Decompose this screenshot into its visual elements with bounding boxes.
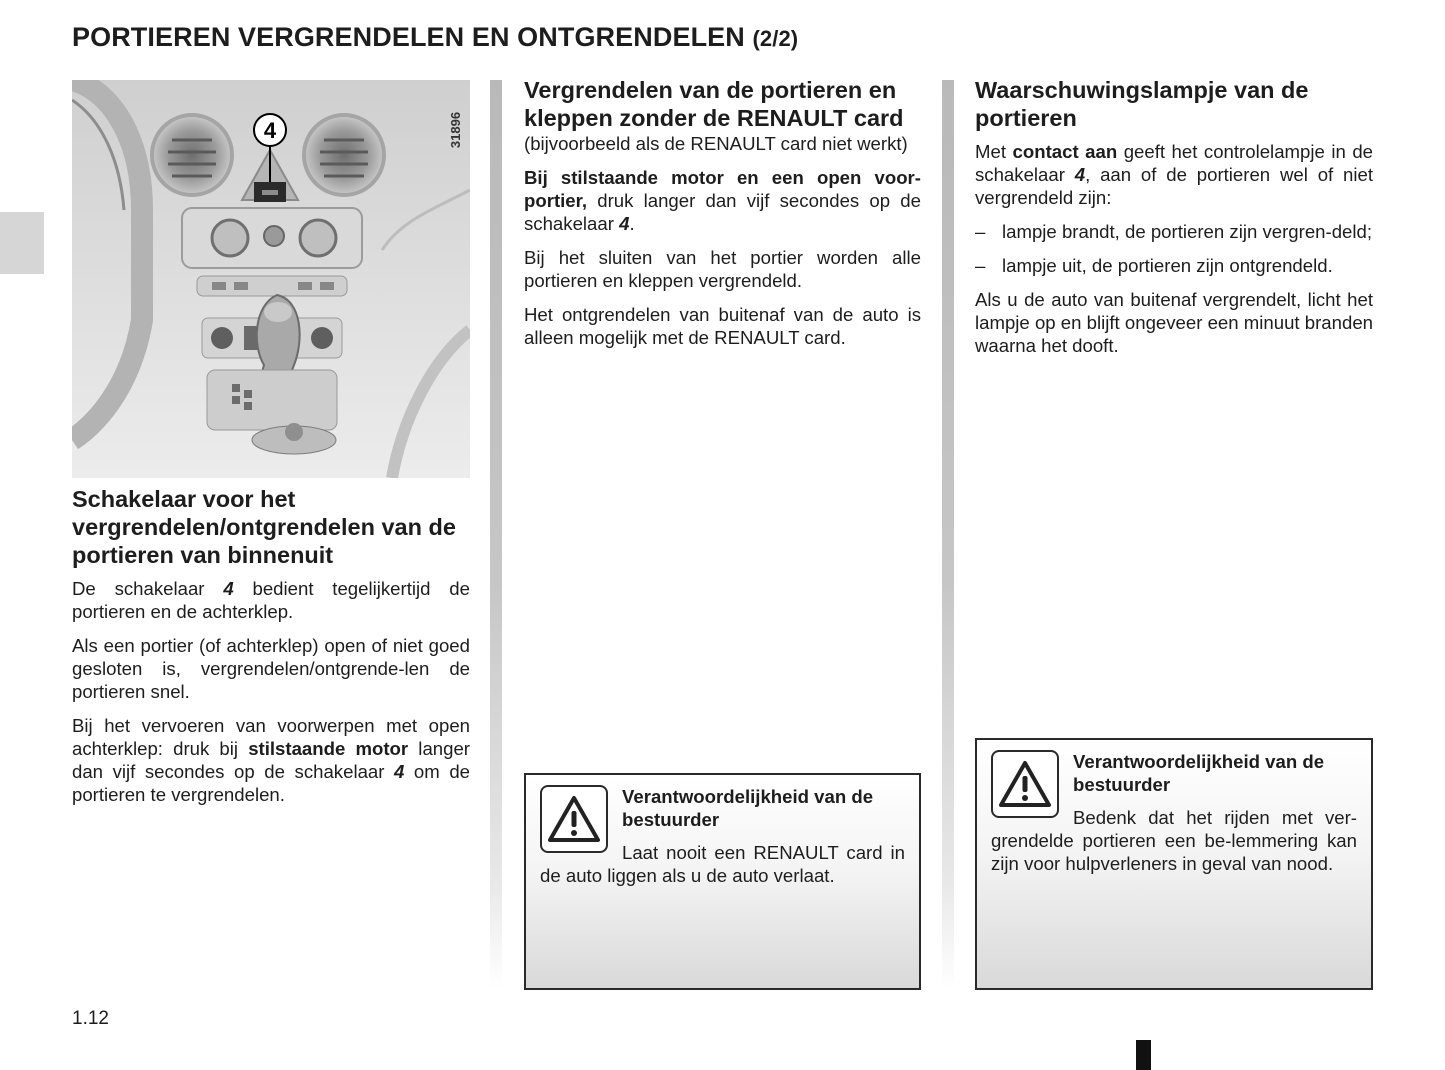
callout-label: 4 [263, 118, 277, 143]
image-number: 31896 [448, 111, 463, 149]
column-right [975, 76, 1373, 368]
left-p3-text-a: Bij het vervoeren van voorwerpen met open achterklep: druk bij [72, 715, 470, 759]
middle-p1-text-a: druk langer dan vijf secondes op de schakelaar [524, 190, 921, 234]
middle-heading: Vergrendelen van de portieren en kleppen zonder de RENAULT card [524, 77, 904, 131]
left-p1-text-a: De schakelaar [72, 578, 224, 599]
section-tab [0, 212, 44, 274]
warning-title-right: Verantwoordelijkheid van de bestuurder [1073, 751, 1325, 795]
middle-paragraph-1 [524, 166, 921, 235]
dashboard-photo [72, 80, 470, 478]
column-middle [524, 76, 921, 360]
right-paragraph-1 [975, 140, 1373, 209]
column-divider-left [490, 80, 502, 990]
middle-p1-bold: Bij stilstaande motor en een open voor-portier, [524, 167, 921, 211]
warning-title-middle: Verantwoordelijkheid van de bestuurder [622, 786, 874, 830]
left-p3-text-b: langer dan vijf secondes op de schakelaar [72, 738, 470, 782]
warning-box-right [975, 738, 1373, 990]
right-p1-text-c: , aan of de portieren wel of niet vergrendeld zijn: [975, 164, 1373, 208]
page-number: 1.12 [72, 1008, 109, 1029]
right-p1-bold: contact aan [1012, 141, 1118, 162]
list-item: – lampje uit, de portieren zijn ontgrendeld. [975, 254, 1373, 277]
column-left [72, 485, 470, 817]
right-p1-text-b: geeft het controlelampje in de schakelaar [975, 141, 1374, 185]
middle-subheading: (bijvoorbeeld als de RENAULT card niet werkt) [524, 133, 908, 154]
switch-ref: 4 [223, 578, 234, 599]
warning-box-middle [524, 773, 921, 990]
warning-icon [540, 785, 608, 853]
page-title-text: PORTIEREN VERGRENDELEN EN ONTGRENDELEN [72, 22, 745, 52]
page-marker [1136, 1040, 1151, 1070]
page-title [72, 22, 798, 53]
warning-icon [991, 750, 1059, 818]
warning-text-right: Bedenk dat het rijden met ver-grendelde portieren een be-lemmering kan zijn voor hulpverleners in geval van nood. [991, 807, 1357, 874]
right-heading: Waarschuwingslampje van de portieren [975, 77, 1309, 131]
middle-paragraph-2: Bij het sluiten van het portier worden alle portieren en kleppen vergrendeld. [524, 247, 921, 291]
left-paragraph-2: Als een portier (of achterklep) open of niet goed gesloten is, vergrendelen/ontgrende-len de portieren snel. [72, 635, 470, 702]
right-paragraph-2: Als u de auto van buitenaf vergrendelt, licht het lampje op en blijft ongeveer een minuut branden waarna het dooft. [975, 289, 1373, 356]
lamp-status-list [975, 220, 1373, 277]
warning-text-middle: Laat nooit een RENAULT card in de auto liggen als u de auto verlaat. [540, 842, 905, 886]
left-p3-bold: stilstaande motor [248, 738, 409, 759]
left-paragraph-1 [72, 577, 470, 623]
page-part-indicator: (2/2) [752, 26, 799, 51]
left-heading: Schakelaar voor het vergrendelen/ontgrendelen van de portieren van binnenuit [72, 486, 456, 568]
left-p1-text-b: bedient tegelijkertijd de portieren en de achterklep. [72, 578, 470, 622]
switch-ref: 4 [394, 761, 405, 782]
right-p1-text-a: Met [975, 141, 1013, 162]
switch-ref: 4 [1074, 164, 1086, 185]
left-paragraph-3 [72, 714, 470, 806]
switch-ref: 4 [619, 213, 630, 234]
dashboard-illustration [72, 80, 470, 478]
left-p3-text-c: om de portieren te vergrendelen. [72, 761, 470, 805]
column-divider-right [942, 80, 954, 990]
list-item: – lampje brandt, de portieren zijn vergren-deld; [975, 220, 1373, 243]
middle-paragraph-3: Het ontgrendelen van buitenaf van de auto is alleen mogelijk met de RENAULT card. [524, 304, 921, 348]
middle-p1-text-b: . [629, 213, 635, 234]
